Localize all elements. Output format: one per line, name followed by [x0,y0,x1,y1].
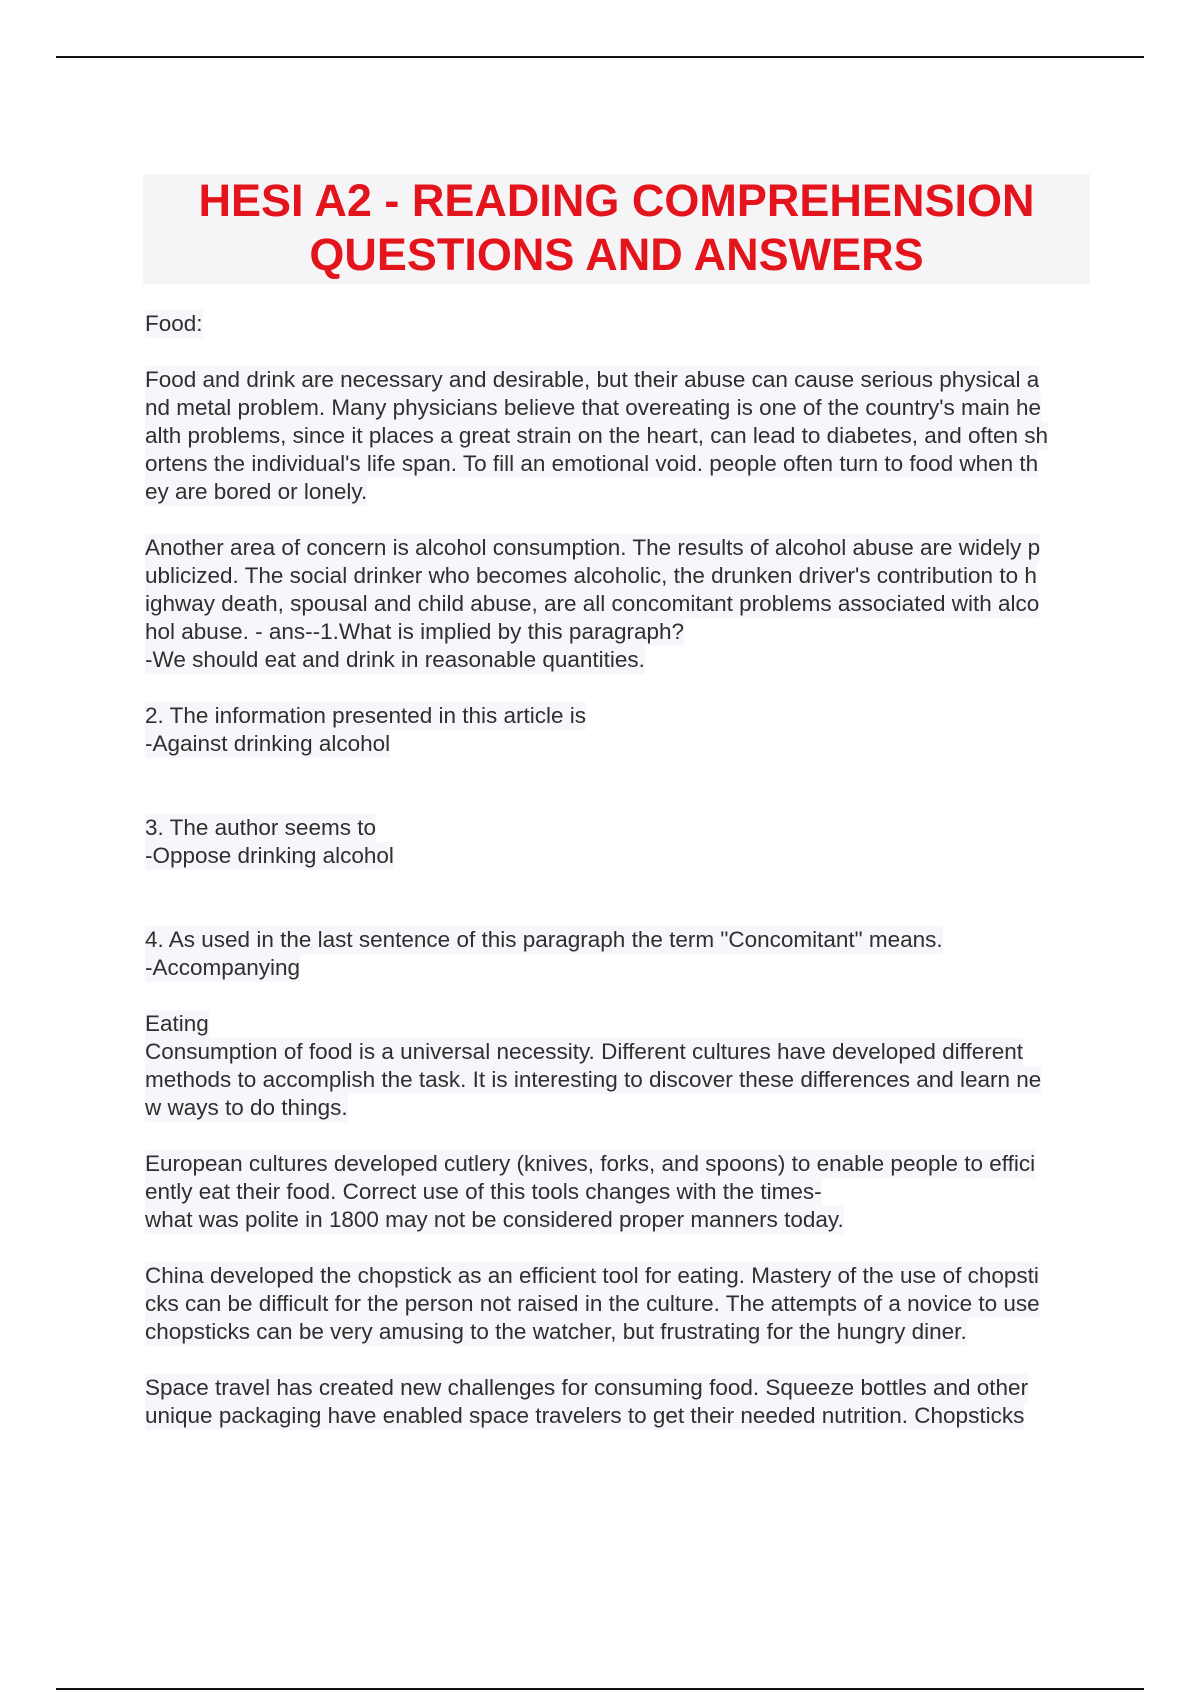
text-line: alth problems, since it places a great strain on the heart, can lead to diabetes, and often sh [145,423,1049,448]
text-line: Consumption of food is a universal necessity. Different cultures have developed different [145,1039,1024,1064]
document-title [143,174,1090,284]
eating-paragraph-3 [145,1262,1090,1346]
text-line: Food and drink are necessary and desirable, but their abuse can cause serious physical a [145,367,1040,392]
text-line: ighway death, spousal and child abuse, are all concomitant problems associated with alco [145,591,1040,616]
title-line-2: QUESTIONS AND ANSWERS [309,229,924,280]
answer-text: -Accompanying [145,955,301,980]
eating-paragraph-1 [145,1010,1090,1122]
section-heading-food: Food: [145,311,203,336]
answer-text: -Against drinking alcohol [145,731,391,756]
text-line: what was polite in 1800 may not be considered proper manners today. [145,1207,844,1232]
text-line: European cultures developed cutlery (knives, forks, and spoons) to enable people to effici [145,1151,1036,1176]
question-text: 3. The author seems to [145,815,376,840]
question-block-4 [145,926,1090,982]
text-line: w ways to do things. [145,1095,348,1120]
text-line: methods to accomplish the task. It is interesting to discover these differences and learn ne [145,1067,1042,1092]
document-body [145,310,1090,1430]
text-line: hol abuse. - ans--1.What is implied by this paragraph? [145,619,685,644]
text-line: Space travel has created new challenges for consuming food. Squeeze bottles and other [145,1375,1029,1400]
question-text: 4. As used in the last sentence of this paragraph the term "Concomitant" means. [145,927,943,952]
text-line: nd metal problem. Many physicians believe that overeating is one of the country's main he [145,395,1042,420]
text-line: ey are bored or lonely. [145,479,368,504]
question-block-2 [145,702,1090,758]
text-line: China developed the chopstick as an efficient tool for eating. Mastery of the use of chopsti [145,1263,1039,1288]
title-line-1: HESI A2 - READING COMPREHENSION [198,175,1035,226]
text-line: chopsticks can be very amusing to the watcher, but frustrating for the hungry diner. [145,1319,967,1344]
text-line: unique packaging have enabled space travelers to get their needed nutrition. Chopsticks [145,1403,1025,1428]
food-paragraph-2 [145,534,1090,674]
eating-paragraph-2 [145,1150,1090,1234]
text-line: ortens the individual's life span. To fill an emotional void. people often turn to food when th [145,451,1039,476]
food-paragraph-1 [145,366,1090,506]
answer-line: -We should eat and drink in reasonable quantities. [145,647,645,672]
bottom-rule [56,1688,1144,1690]
text-line: ublicized. The social drinker who becomes alcoholic, the drunken driver's contribution to h [145,563,1037,588]
text-line: ently eat their food. Correct use of this tools changes with the times- [145,1179,822,1204]
text-line: Another area of concern is alcohol consumption. The results of alcohol abuse are widely p [145,535,1041,560]
question-text: 2. The information presented in this article is [145,703,587,728]
top-rule [56,56,1144,58]
question-block-3 [145,814,1090,870]
eating-paragraph-4 [145,1374,1090,1430]
text-line: cks can be difficult for the person not raised in the culture. The attempts of a novice to use [145,1291,1040,1316]
section-heading-eating: Eating [145,1011,209,1036]
answer-text: -Oppose drinking alcohol [145,843,394,868]
